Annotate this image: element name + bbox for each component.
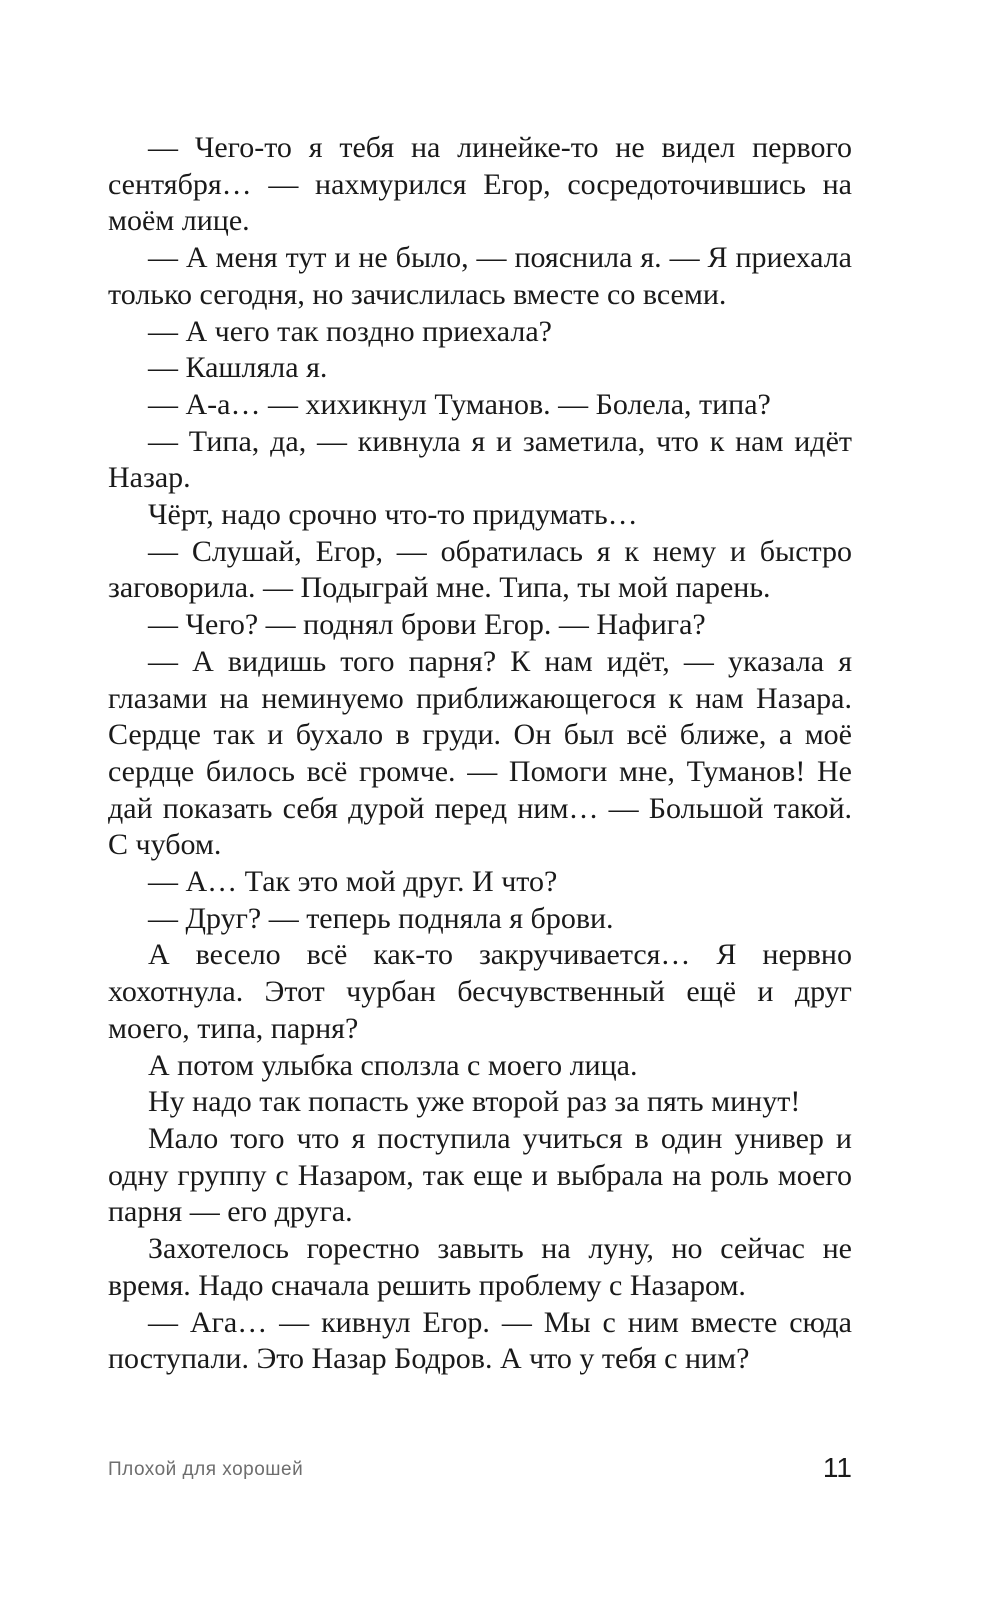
paragraph: — Ага… — кивнул Егор. — Мы с ним вместе сюда поступали. Это Назар Бодров. А что у тебя с ним? [108,1305,852,1376]
paragraph: — Чего? — поднял брови Егор. — Нафига? [148,608,706,642]
paragraph: — А чего так поздно приехала? [148,314,552,348]
paragraph: — А-а… — хихикнул Туманов. — Болела, типа? [148,387,771,421]
paragraph: — Кашляла я. [148,351,328,385]
paragraph: Захотелось горестно завыть на луну, но сейчас не время. Надо сначала решить проблему с Назаром. [108,1232,852,1302]
running-footer-title: Плохой для хорошей [108,1459,304,1480]
paragraph: — А… Так это мой друг. И что? [148,865,558,899]
paragraph: Мало того что я поступила учиться в один универ и одну группу с Назаром, так еще и выбрала на роль моего парня — его друга. [108,1121,852,1229]
paragraph: — Типа, да, — кивнула я и заметила, что к нам идёт Назар. [108,424,852,495]
paragraph: — А видишь того парня? К нам идёт, — указала я глазами на неминуемо приближающегося к нам Назара. Сердце так и бухало в груди. Он был всё ближе, а моё сердце билось всё громче. — Помоги мне, Туманов! Не дай показать себя дурой перед ним… — Большой такой. С чубом. [108,644,852,862]
paragraph: — Слушай, Егор, — обратилась я к нему и быстро заговорила. — Подыграй мне. Типа, ты мой парень. [108,534,852,605]
paragraph: А потом улыбка сползла с моего лица. [148,1048,638,1082]
paragraph: Ну надо так попасть уже второй раз за пять минут! [148,1085,801,1119]
paragraph: — А меня тут и не было, — пояснила я. — Я приехала только сегодня, но зачислилась вместе со всеми. [108,241,852,311]
body-text [108,130,852,1378]
page-number: 11 [822,1452,852,1483]
paragraph: — Чего-то я тебя на линейке-то не видел первого сентября… — нахмурился Егор, сосредоточившись на моём лице. [108,131,852,238]
paragraph: А весело всё как-то закручивается… Я нервно хохотнула. Этот чурбан бесчувственный ещё и друг моего, типа, парня? [108,938,852,1045]
paragraph: — Друг? — теперь подняла я брови. [148,901,614,935]
paragraph: Чёрт, надо срочно что-то придумать… [148,498,638,532]
